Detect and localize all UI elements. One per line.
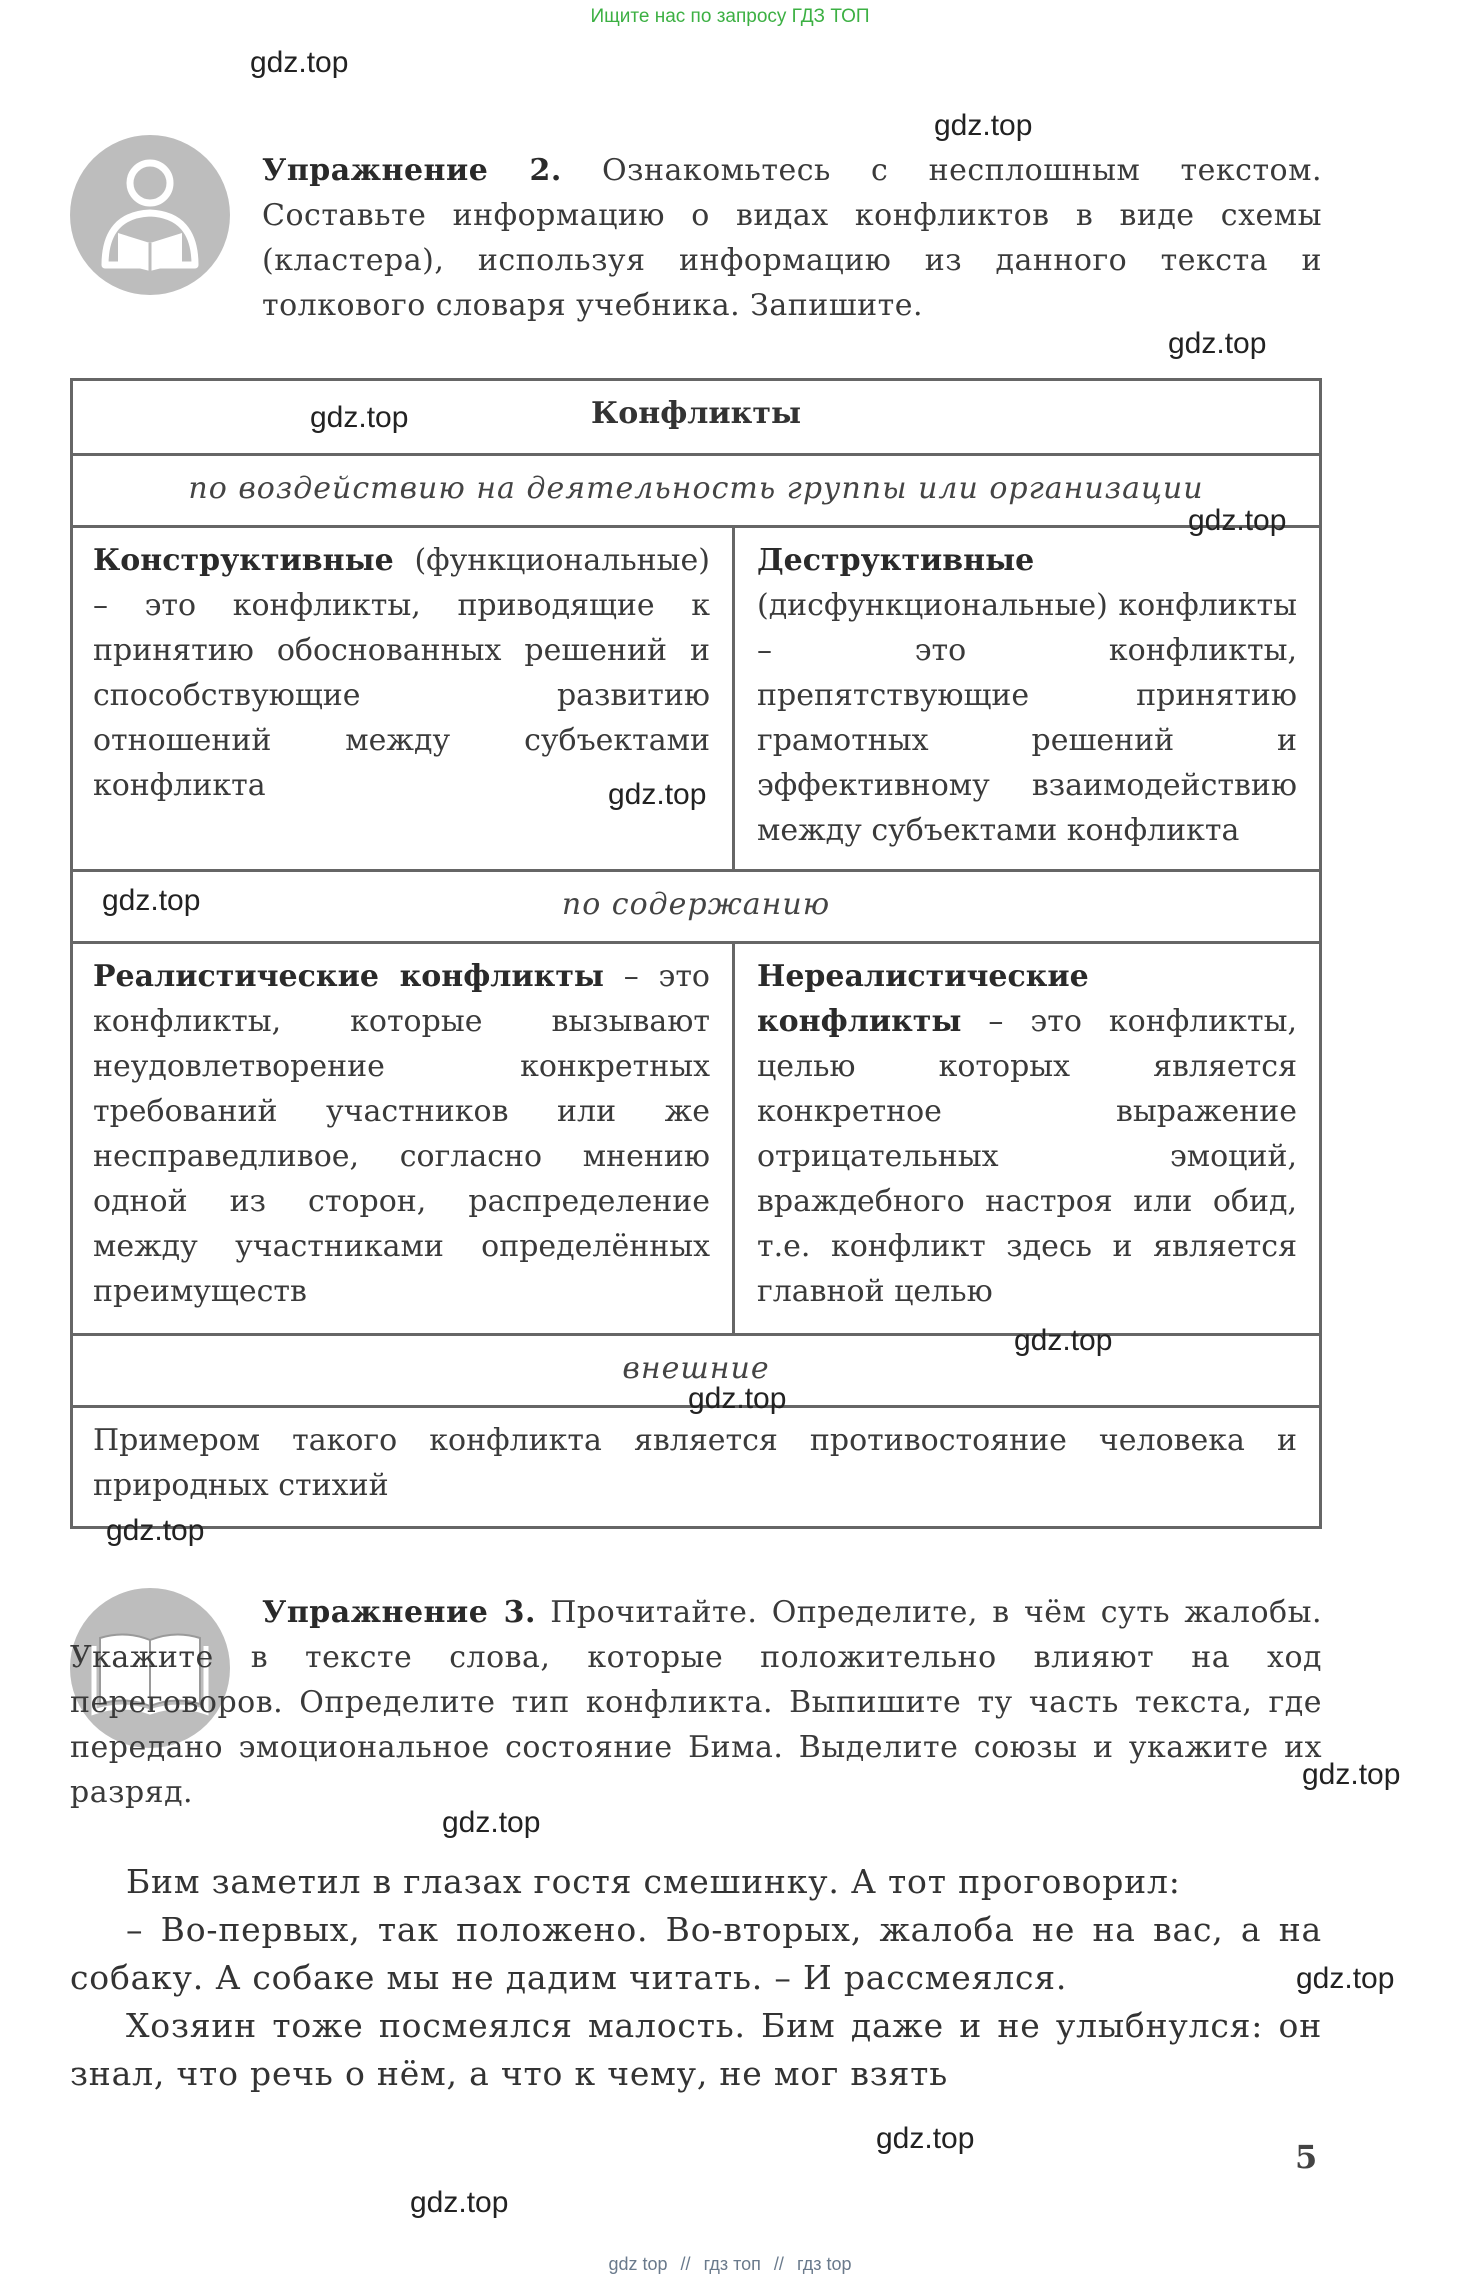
reading-paragraph-1: Бим заметил в глазах гостя смешинку. А тот проговорил: <box>126 1862 1181 1901</box>
watermark: gdz.top <box>250 46 349 79</box>
watermark: gdz.top <box>608 778 707 811</box>
constructive-term: Конструктивные <box>93 543 394 578</box>
watermark: gdz.top <box>1168 327 1267 360</box>
reading-person-icon <box>70 135 230 295</box>
destructive-cell <box>735 528 1319 869</box>
exercise-2-label: Упражнение 2. <box>262 153 562 188</box>
realistic-term: Реалистические конфликты <box>93 959 604 994</box>
exercise-2-prompt <box>262 148 1322 328</box>
section-header-content: по содержанию <box>73 872 1319 944</box>
destructive-text: (дисфункциональные) конфликты – это конфликты, препятствующие принятию грамотных решений и эффективному взаимодействию между субъектами конфликта <box>757 588 1297 848</box>
impact-row <box>73 528 1319 872</box>
exercise-2-text: Ознакомьтесь с несплошным текстом. Составьте информацию о видах конфликтов в виде схемы (кластера), используя информацию из данного текста и толкового словаря учебника. Запишите. <box>262 153 1322 323</box>
watermark: gdz.top <box>688 1382 787 1415</box>
watermark: gdz.top <box>934 109 1033 142</box>
destructive-term: Деструктивные <box>757 543 1035 578</box>
top-banner[interactable]: Ищите нас по запросу ГДЗ ТОП <box>590 6 870 27</box>
footer-link-2[interactable]: гдз топ <box>703 2254 761 2274</box>
footer-links <box>0 2254 1460 2275</box>
footer-link-1[interactable]: gdz top <box>608 2254 668 2274</box>
unrealistic-term: Нереалистические конфликты <box>757 959 1089 1039</box>
exercise-3-text: Прочитайте. Определите, в чём суть жалобы. Укажите в тексте слова, которые положительно влияют на ход переговоров. Определите тип конфликта. Выпишите ту часть текста, где передано эмоциональное состояние Бима. Выделите союзы и укажите их разряд. <box>70 1595 1322 1810</box>
watermark: gdz.top <box>106 1514 205 1547</box>
page-number: 5 <box>1295 2138 1318 2176</box>
watermark: gdz.top <box>1302 1758 1401 1791</box>
footer-separator: // <box>773 2254 784 2274</box>
reading-paragraph-3: Хозяин тоже посмеялся малость. Бим даже и не улыбнулся: он знал, что речь о нём, а что к чему, не мог взять <box>70 2006 1322 2093</box>
realistic-cell <box>73 944 735 1333</box>
watermark: gdz.top <box>102 884 201 917</box>
watermark: gdz.top <box>1296 1962 1395 1995</box>
watermark: gdz.top <box>310 401 409 434</box>
watermark: gdz.top <box>410 2186 509 2219</box>
constructive-cell <box>73 528 735 869</box>
reading-passage <box>70 1858 1322 2098</box>
external-cell: Примером такого конфликта является противостояние человека и природных стихий <box>93 1423 1297 1503</box>
watermark: gdz.top <box>876 2122 975 2155</box>
watermark: gdz.top <box>1014 1324 1113 1357</box>
reading-paragraph-2: – Во-первых, так положено. Во-вторых, жалоба не на вас, а на собаку. А собаке мы не дадим читать. – И рассмеялся. <box>70 1910 1322 1997</box>
exercise-3-prompt <box>70 1590 1322 1815</box>
unrealistic-cell <box>735 944 1319 1333</box>
footer-separator: // <box>680 2254 691 2274</box>
content-row <box>73 944 1319 1336</box>
exercise-3-label: Упражнение 3. <box>262 1595 536 1630</box>
realistic-text: – это конфликты, которые вызывают неудовлетворение конкретных требований участников или же несправедливое, согласно мнению одной из сторон, распределение между участниками определённых преимуществ <box>93 959 710 1309</box>
table-title: Конфликты <box>73 381 1319 456</box>
constructive-text: (функциональные) – это конфликты, приводящие к принятию обоснованных решений и способствующие развитию отношений между субъектами конфликта <box>93 543 710 803</box>
section-header-external: внешние <box>73 1336 1319 1408</box>
unrealistic-text: – это конфликты, целью которых является конкретное выражение отрицательных эмоций, враждебного настроя или обид, т.е. конфликт здесь и является главной целью <box>757 1004 1297 1309</box>
conflicts-table <box>70 378 1322 1529</box>
watermark: gdz.top <box>1188 504 1287 537</box>
section-header-impact: по воздействию на деятельность группы или организации <box>73 456 1319 528</box>
footer-link-3[interactable]: гдз top <box>796 2254 852 2274</box>
watermark: gdz.top <box>442 1806 541 1839</box>
